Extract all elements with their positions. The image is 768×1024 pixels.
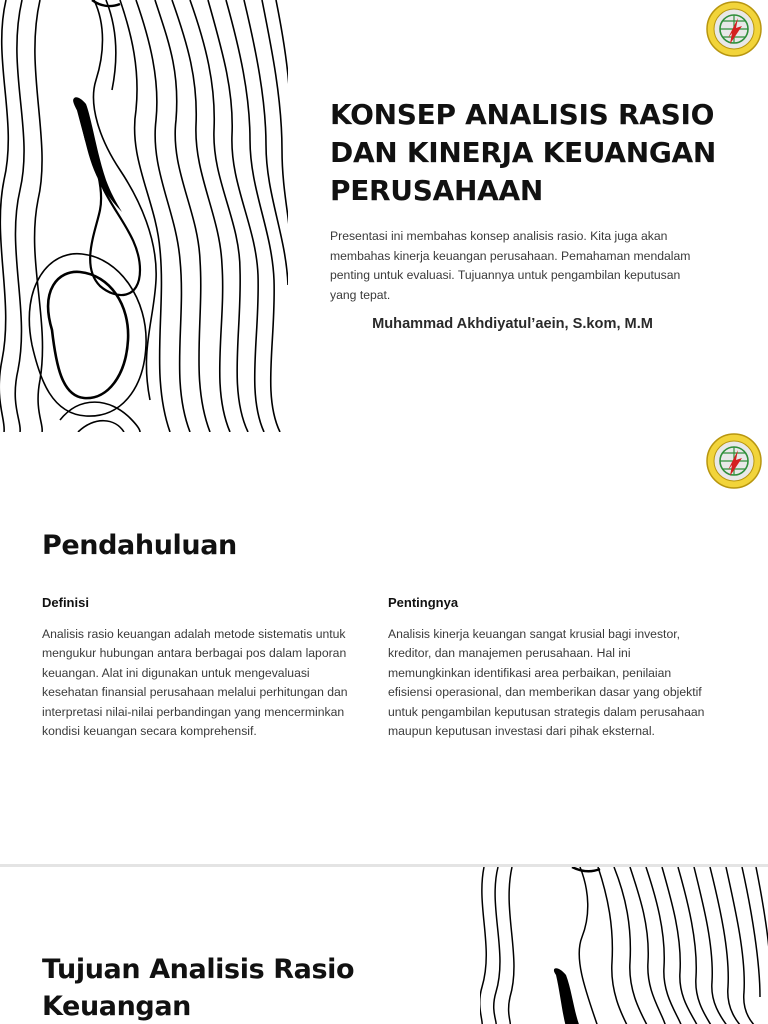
introduction-slide xyxy=(0,432,768,864)
column-heading: Pentingnya xyxy=(388,595,459,610)
university-logo-icon xyxy=(704,0,764,58)
section-title: Tujuan Analisis Rasio Keuangan xyxy=(42,954,355,1022)
author-name: Muhammad Akhdiyatul’aein, S.kom, M.M xyxy=(372,316,653,332)
column-text: Analisis rasio keuangan adalah metode sistematis untuk mengukur hubungan antara berbagai pos dalam laporan keuangan. Alat ini digunakan untuk mengevaluasi kesehatan finansial perusahaan melalui perhitungan dan interpretasi nilai-nilai perbandingan yang mencerminkan kondisi keuangan secara komprehensif. xyxy=(42,627,348,739)
objectives-slide xyxy=(0,864,768,1024)
column-text: Analisis kinerja keuangan sangat krusial bagi investor, kreditor, dan manajemen perusahaan. Hal ini memungkinkan identifikasi area perbaikan, penilaian efisiensi operasional, dan memberikan dasar yang objektif untuk pengambilan keputusan strategis dalam perusahaan maupun keputusan investasi dari pihak eksternal. xyxy=(388,627,705,739)
column-heading: Definisi xyxy=(42,595,89,610)
presentation-title: KONSEP ANALISIS RASIO DAN KINERJA KEUANGAN PERUSAHAAN xyxy=(330,98,717,207)
intro-paragraph: Presentasi ini membahas konsep analisis rasio. Kita juga akan membahas kinerja keuangan perusahaan. Pemahaman mendalam penting untuk evaluasi. Tujuannya untuk pengambilan keputusan yang tepat. xyxy=(330,229,691,302)
section-title: Pendahuluan xyxy=(42,530,237,561)
contour-pattern-image xyxy=(480,867,768,1024)
importance-column xyxy=(388,595,708,741)
contour-pattern-image xyxy=(0,0,288,432)
university-logo-icon xyxy=(704,432,764,490)
definition-column xyxy=(42,595,362,741)
title-slide xyxy=(0,0,768,432)
